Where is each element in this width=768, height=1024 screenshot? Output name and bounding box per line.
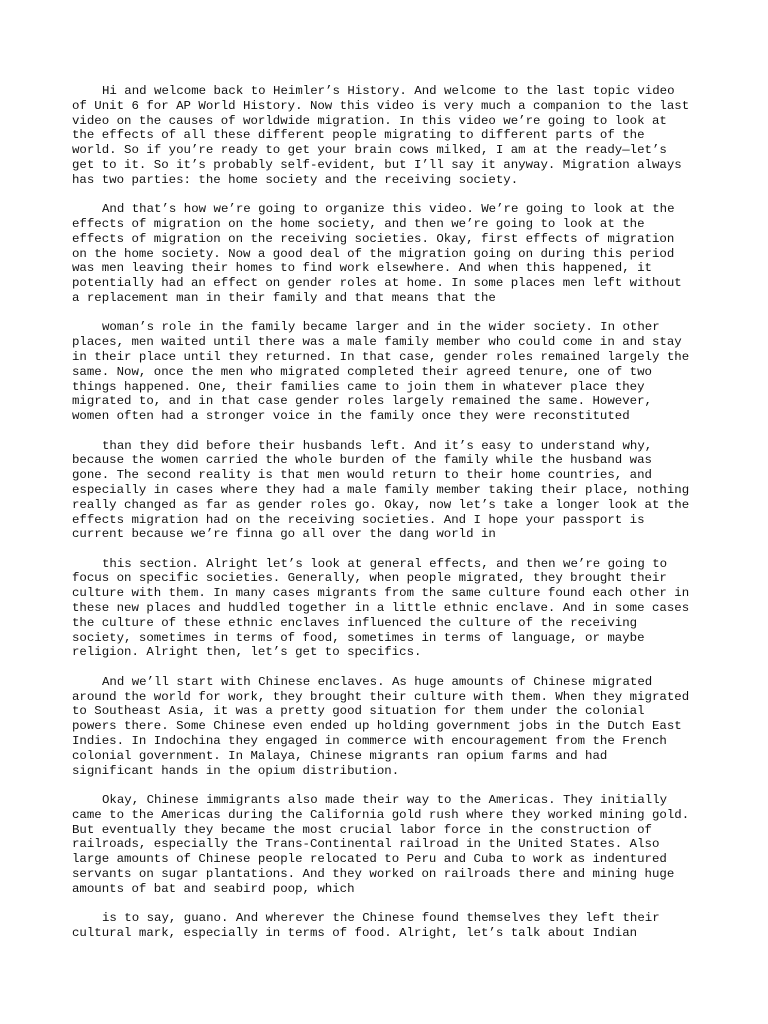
paragraph-5: this section. Alright let’s look at general effects, and then we’re going to focus on specific societies. Generally, when people migrated, they brought their culture with them. In many cases migrants from the same culture found each other in these new places and huddled together in a little ethnic enclave. And in some cases the culture of these ethnic enclaves influenced the culture of the receiving society, sometimes in terms of food, sometimes in terms of language, or maybe religion. Alright then, let’s get to specifics.: [72, 556, 690, 660]
paragraph-1: Hi and welcome back to Heimler’s History. And welcome to the last topic video of Unit 6 for AP World History. Now this video is very much a companion to the last video on the causes of worldwide migration. In this video we’re going to look at the effects of all these different people migrating to different parts of the world. So if you’re ready to get your brain cows milked, I am at the ready—let’s get to it. So it’s probably self-evident, but I’ll say it anyway. Migration always has two parties: the home society and the receiving society.: [72, 84, 690, 187]
paragraph-8: is to say, guano. And wherever the Chinese found themselves they left their cultural mark, especially in terms of food. Alright, let’s talk about Indian: [72, 911, 660, 940]
paragraph-4: than they did before their husbands left. And it’s easy to understand why, because the women carried the whole burden of the family while the husband was gone. The second reality is that men would return to their home countries, and especially in cases where they had a male family member taking their place, nothing really changed as far as gender roles go. Okay, now let’s take a longer look at the effects migration had on the receiving societies. And I hope your passport is current because we’re finna go all over the dang world in: [72, 438, 690, 542]
paragraph-6: And we’ll start with Chinese enclaves. As huge amounts of Chinese migrated around the world for work, they brought their culture with them. When they migrated to Southeast Asia, it was a pretty good situation for them under the colonial powers there. Some Chinese even ended up holding government jobs in the Dutch East Indies. In Indochina they engaged in commerce with encouragement from the French colonial government. In Malaya, Chinese migrants ran opium farms and had significant hands in the opium distribution.: [72, 674, 690, 778]
paragraph-7: Okay, Chinese immigrants also made their way to the Americas. They initially came to the Americas during the California gold rush where they worked mining gold. But eventually they became the most crucial labor force in the construction of railroads, especially the Trans-Continental railroad in the United States. Also large amounts of Chinese people relocated to Peru and Cuba to work as indentured servants on sugar plantations. And they worked on railroads there and mining huge amounts of bat and seabird poop, which: [72, 793, 690, 896]
document-body: [72, 84, 702, 955]
paragraph-2: And that’s how we’re going to organize this video. We’re going to look at the effects of migration on the home society, and then we’re going to look at the effects of migration on the receiving societies. Okay, first effects of migration on the home society. Now a good deal of the migration going on during this period was men leaving their homes to find work elsewhere. And when this happened, it potentially had an effect on gender roles at home. In some places men left without a replacement man in their family and that means that the: [72, 202, 682, 305]
paragraph-3: woman’s role in the family became larger and in the wider society. In other places, men waited until there was a male family member who could come in and stay in their place until they returned. In that case, gender roles remained largely the same. Now, once the men who migrated completed their agreed tenure, one of two things happened. One, their families came to join them in whatever place they migrated to, and in that case gender roles largely remained the same. However, women often had a stronger voice in the family once they were reconstituted: [72, 320, 690, 424]
